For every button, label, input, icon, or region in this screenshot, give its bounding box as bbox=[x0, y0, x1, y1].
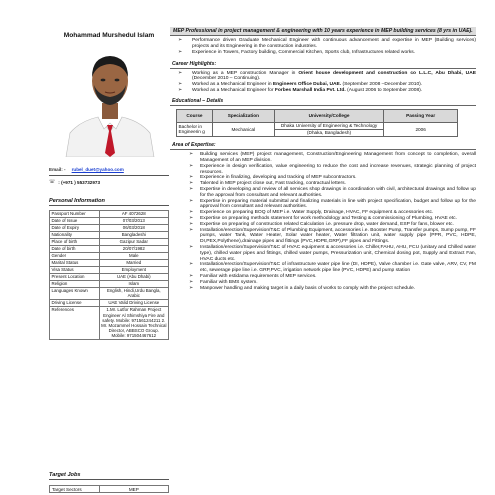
target-jobs-title: Target Jobs bbox=[49, 472, 169, 480]
contact-block bbox=[49, 163, 169, 188]
list-item: ➢ Installation/erection/Supervision/T&C of Plumbing Equipment, accessories i.e. Booster Pump, Transfer pumps, Sump pump, FF pumps, water Tank, Water Heater, Solar water heater, Water filtration unit, water supply pipe (PPR, PVC, HDPE, DI,PEX,Polythene),drainage pipes and fittings (PVC,HDPE,GRP),FF pipes and Fittings. bbox=[170, 228, 476, 245]
specialization-cell: Mechanical bbox=[212, 122, 274, 136]
table-row bbox=[50, 252, 169, 259]
candidate-name: Mohammad Murshedul Islam bbox=[63, 32, 155, 39]
list-item: ➢ Familiar with BMS system. bbox=[170, 280, 476, 286]
table-row bbox=[50, 266, 169, 273]
personal-field-value: Employment bbox=[99, 266, 168, 273]
personal-field-label: Marital Status bbox=[50, 259, 100, 266]
email-label: Email: - bbox=[49, 166, 66, 172]
list-item: ➢ Experience on preparing BOQ of MEP i.e. Water Supply, Drainage, HVAC, FF equipment & accessories etc. bbox=[170, 210, 476, 216]
list-item: ➢ Manpower handling and making target in a daily basis of works to comply with the project schedule. bbox=[170, 286, 476, 292]
column-header: University/College bbox=[274, 109, 384, 122]
personal-field-label: Place of birth bbox=[50, 238, 100, 245]
university-cell: Dhaka University of Engineering & Technology bbox=[274, 122, 384, 129]
list-item: ➢ Worked as a Mechanical Engineer for Forbes Marshall India Pvt. Ltd. (August 2006 to September 2008). bbox=[170, 88, 476, 94]
table-header-row bbox=[177, 109, 458, 122]
personal-field-label: Driving License bbox=[50, 300, 100, 307]
list-item: ➢ Experience in Towers, Factory building, Commercial Kitchen, Sports club, Infrastructures related works. bbox=[170, 50, 476, 56]
table-row bbox=[50, 231, 169, 238]
list-item: ➢ Talented in MEP project close out, Fast tracking, contractual letters. bbox=[170, 181, 476, 187]
target-sectors-label: Target Sectors bbox=[50, 486, 100, 493]
career-highlights-title: Career Highlights: bbox=[170, 61, 476, 69]
personal-field-value: Married bbox=[99, 259, 168, 266]
education-title: Educational – Details bbox=[170, 98, 476, 106]
personal-field-value: 20/07/1982 bbox=[99, 245, 168, 252]
table-row bbox=[50, 238, 169, 245]
personal-field-value: 06/03/2018 bbox=[99, 224, 168, 231]
table-row bbox=[177, 122, 458, 129]
list-item: ➢ Worked as a Mechanical Engineer in Engineers Office Dubai, UAE. (September 2008 –December 2010). bbox=[170, 82, 476, 88]
table-row bbox=[50, 307, 169, 340]
list-item: ➢ Expertise in developing and review of all services shop drawings in coordination with civil, architectural drawings and follow up for the approval from consultant and relevant authorities. bbox=[170, 187, 476, 199]
professional-headline: MEP Professional in project management & engineering with 10 years experience in MEP building services (8 yrs in UAE). bbox=[170, 27, 476, 36]
list-item: ➢ Building services (MEP) project management, Construction/Engineering Management from concept to completion, overall Management of an MEP division. bbox=[170, 152, 476, 164]
right-column bbox=[170, 27, 476, 492]
phone-icon: ☏ bbox=[49, 179, 56, 185]
personal-info-title: Personal Information bbox=[49, 198, 169, 206]
summary-list bbox=[170, 38, 476, 55]
column-header: Course bbox=[177, 109, 213, 122]
expertise-list bbox=[170, 152, 476, 291]
personal-field-label: Nationality bbox=[50, 231, 100, 238]
phone-row bbox=[49, 176, 169, 188]
list-item: ➢ Experience in finalizing, developing and tracking of MEP subcontractors. bbox=[170, 175, 476, 181]
table-row bbox=[50, 217, 169, 224]
list-item: ➢ Expertise on preparing of construction related Calculation i.e. pressure drop, water demand, ESP for fans, blower etc. bbox=[170, 222, 476, 228]
email-link[interactable]: rubel_duet@yahoo.com bbox=[71, 166, 124, 172]
personal-info-table bbox=[49, 210, 169, 340]
list-item: ➢ Expertise in preparing material submittal and finalizing materials in line with project specification, budget and follow up for the approval from consultant and relevant authorities. bbox=[170, 199, 476, 211]
personal-field-value: English, Hindi,Urdu Bangla, Arabic bbox=[99, 287, 168, 299]
column-header: Specialization bbox=[212, 109, 274, 122]
table-row bbox=[50, 280, 169, 287]
list-item: ➢ Performance driven Graduate Mechanical Engineer with continuous advancement and expertise in MEP (Building services) projects and its Engineering in the construction industries. bbox=[170, 38, 476, 50]
table-row bbox=[50, 245, 169, 252]
table-row bbox=[50, 211, 169, 218]
list-item: ➢ Installation/erection/Supervision/T&C of HVAC equipment & accessories i.e. Chiller,FAHU, AHU, FCU (unitary and Chilled water type), chilled water pipes and fittings, chilled water pumps, Pressurization unit, Chemical dosing pot, Supply and Extract Fan, HVAC ducts etc. bbox=[170, 245, 476, 262]
personal-field-label: Present Location bbox=[50, 273, 100, 280]
list-item: ➢ Expertise on preparing methods statement for work methodology and Testing & commissioning of Plumbing, HVAE etc. bbox=[170, 216, 476, 222]
list-item: ➢ Familiar with estidama requirements of MEP services. bbox=[170, 274, 476, 280]
personal-field-label: Religion bbox=[50, 280, 100, 287]
personal-field-label: Languages Known bbox=[50, 287, 100, 299]
personal-field-label: Gender bbox=[50, 252, 100, 259]
expertise-title: Area of Expertise: bbox=[170, 142, 476, 150]
personal-field-value: UAE (Abu Dhabi) bbox=[99, 273, 168, 280]
list-item: ➢ Working as a MEP construction Manager in Orient house development and construction co L.L.C, Abu Dhabi, UAE (December 2010 – Continuing). bbox=[170, 71, 476, 83]
personal-field-value: 1.Mr. Lutfor Rahman Project Engineer Al Shimshiya Fire and safety. Mobile: 971561244211 2. Mr. Mozammel Hossain Technical Director, ABBSCO Group. Mobile: 971504467612 bbox=[99, 307, 168, 340]
personal-field-value: Gazipur Sadar bbox=[99, 238, 168, 245]
table-row bbox=[50, 486, 169, 493]
university-city-cell: (Dhaka, Bangladesh) bbox=[274, 129, 384, 136]
personal-field-value: Male bbox=[99, 252, 168, 259]
profile-photo bbox=[58, 43, 162, 157]
personal-field-value: UAE Valid Driving License bbox=[99, 300, 168, 307]
table-row bbox=[50, 300, 169, 307]
personal-field-value: Bangladeshi bbox=[99, 231, 168, 238]
target-sectors-value: MEP bbox=[99, 486, 168, 493]
phone-number: : (+971 ) 553732973 bbox=[58, 179, 101, 185]
personal-field-value: Islam bbox=[99, 280, 168, 287]
table-row bbox=[50, 259, 169, 266]
education-table bbox=[176, 109, 458, 137]
personal-field-label: Date of birth bbox=[50, 245, 100, 252]
list-item: ➢ Experience in design verification, value engineering to reduce the cost and increase revenues, strategic planning of project resources. bbox=[170, 164, 476, 176]
personal-field-label: Visa Status bbox=[50, 266, 100, 273]
table-row bbox=[50, 273, 169, 280]
personal-field-label: Date of Expiry bbox=[50, 224, 100, 231]
table-row bbox=[50, 224, 169, 231]
left-column bbox=[49, 30, 169, 492]
list-item: ➢ Installation/erection/Supervision/T&C of infrastructure water pipe line (DI, HDPE), Valve chamber i.e. Gate valve, ARV, CV, FM etc, sewerage pipe line i.e. GRP,PVC, irrigation network pipe line (PVC, HDPE) and pump station bbox=[170, 262, 476, 274]
target-jobs-table bbox=[49, 485, 169, 493]
personal-field-label: References bbox=[50, 307, 100, 340]
personal-field-label: Passport Number bbox=[50, 211, 100, 218]
personal-field-label: Date of Issue bbox=[50, 217, 100, 224]
email-row bbox=[49, 163, 169, 175]
column-header: Passing Year bbox=[384, 109, 458, 122]
career-highlights-list bbox=[170, 71, 476, 94]
table-row bbox=[50, 287, 169, 299]
person-portrait-icon bbox=[58, 43, 162, 157]
personal-field-value: 07/03/2013 bbox=[99, 217, 168, 224]
passing-year-cell: 2006 bbox=[384, 122, 458, 136]
course-cell: Bachelor in Engineerin g bbox=[177, 122, 213, 136]
personal-field-value: AF 4072628 bbox=[99, 211, 168, 218]
